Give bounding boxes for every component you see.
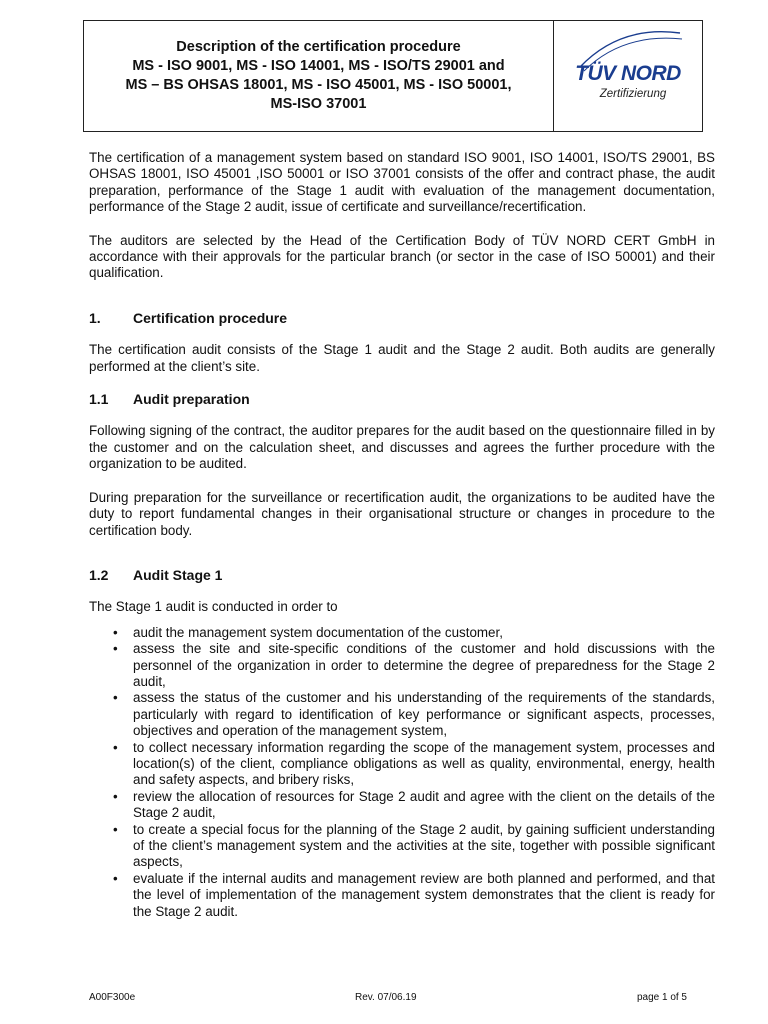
bullet-list xyxy=(89,625,715,920)
list-item-text: to collect necessary information regarding the scope of the management system, processes and location(s) of the client, compliance obligations as well as quality, environmental, energy, health and safety aspects, and bribery risks, xyxy=(133,739,715,788)
title-line: MS-ISO 37001 xyxy=(270,96,367,112)
page-number: page 1 of 5 xyxy=(636,992,687,1003)
list-item xyxy=(89,822,715,871)
section-heading xyxy=(89,391,715,407)
list-item xyxy=(89,690,715,739)
bullet-icon: • xyxy=(113,870,118,886)
logo-subtitle: Zertifizierung xyxy=(599,88,667,100)
section-number: 1.2 xyxy=(89,566,109,583)
logo-wordmark: TÜV NORD xyxy=(575,62,681,85)
paragraph: The auditors are selected by the Head of the Certification Body of TÜV NORD CERT GmbH in accordance with their approvals for the particular branch (or sector in the case of ISO 50001) and their qualification. xyxy=(89,232,715,281)
section-title: Certification procedure xyxy=(133,309,288,326)
section-heading xyxy=(89,310,715,326)
tuv-nord-logo xyxy=(554,21,702,131)
list-item-text: assess the status of the customer and his understanding of the requirements of the standards, particularly with regard to identification of key performance or significant aspects, processes, objectives and operation of the management system, xyxy=(133,690,715,739)
revision-label: Rev. 07/06.19 xyxy=(355,992,417,1003)
document-body xyxy=(89,150,715,920)
list-item-text: evaluate if the internal audits and management review are both planned and performed, and that the level of implementation of the management system demonstrates that the client is ready for the Stage 2 audit. xyxy=(133,870,715,919)
bullet-icon: • xyxy=(113,821,118,837)
list-item xyxy=(89,871,715,920)
title-line: Description of the certification procedure xyxy=(176,39,461,55)
paragraph: The Stage 1 audit is conducted in order to xyxy=(89,599,338,615)
bullet-icon: • xyxy=(113,690,118,706)
bullet-icon: • xyxy=(113,641,118,657)
section-title: Audit Stage 1 xyxy=(133,566,223,583)
title-line: MS - ISO 9001, MS - ISO 14001, MS - ISO/TS 29001 and xyxy=(132,58,505,74)
document-code: A00F300e xyxy=(89,992,136,1003)
page-footer xyxy=(89,992,715,1006)
bullet-icon: • xyxy=(113,624,118,640)
list-item-text: to create a special focus for the planning of the Stage 2 audit, by gaining sufficient understanding of the client’s management system and the activities at the site, together with possible significant aspects, xyxy=(133,821,715,870)
list-item-text: review the allocation of resources for Stage 2 audit and agree with the client on the details of the Stage 2 audit, xyxy=(133,788,715,821)
section-heading xyxy=(89,567,715,583)
bullet-icon: • xyxy=(113,788,118,804)
list-item-text: audit the management system documentation of the customer, xyxy=(133,624,503,640)
list-item xyxy=(89,625,715,641)
paragraph: During preparation for the surveillance or recertification audit, the organizations to be audited have the duty to report fundamental changes in their organisational structure or changes in procedure to the certification body. xyxy=(89,489,715,538)
paragraph: Following signing of the contract, the auditor prepares for the audit based on the questionnaire filled in by the customer and on the calculation sheet, and discusses and agrees the further procedure with the organization to be audited. xyxy=(89,423,715,472)
paragraph: The certification audit consists of the Stage 1 audit and the Stage 2 audit. Both audits are generally performed at the client’s site. xyxy=(89,342,715,374)
paragraph: The certification of a management system based on standard ISO 9001, ISO 14001, ISO/TS 29001, BS OHSAS 18001, ISO 45001 ,ISO 50001 or ISO 37001 consists of the offer and contract phase, the audit preparation, performance of the Stage 1 audit with evaluation of the management documentation, performance of the Stage 2 audit, issue of certificate and surveillance/recertification. xyxy=(89,150,715,215)
section-number: 1. xyxy=(89,309,101,326)
list-item xyxy=(89,641,715,690)
list-item-text: assess the site and site-specific conditions of the customer and hold discussions with the personnel of the organization in order to determine the degree of preparedness for the Stage 2 audit, xyxy=(133,641,715,689)
header-table xyxy=(83,20,703,132)
list-item xyxy=(89,740,715,789)
document-title xyxy=(84,21,554,131)
section-number: 1.1 xyxy=(89,391,109,408)
bullet-icon: • xyxy=(113,739,118,755)
section-title: Audit preparation xyxy=(133,391,250,408)
list-item xyxy=(89,789,715,822)
title-line: MS – BS OHSAS 18001, MS - ISO 45001, MS - ISO 50001, xyxy=(125,77,512,93)
